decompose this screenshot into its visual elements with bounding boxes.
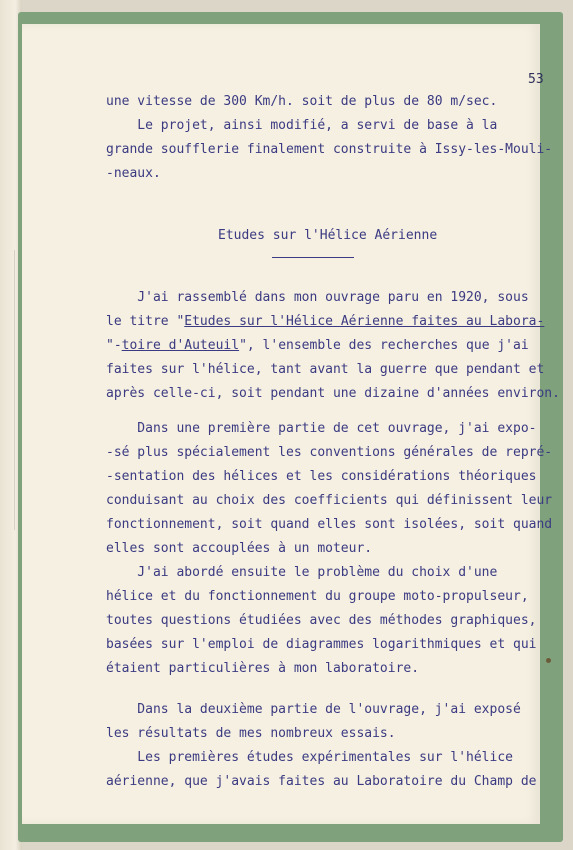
text-line: -sentation des hélices et les considérations théoriques (106, 469, 537, 484)
heading-underline (272, 257, 354, 258)
text-line: J'ai rassemblé dans mon ouvrage paru en 1920, sous (106, 290, 529, 305)
auteuil-suffix: ", l'ensemble des recherches que j'ai (239, 338, 529, 353)
text-line: Les premières études expérimentales sur l'hélice (106, 750, 513, 765)
text-line: hélice et du fonctionnement du groupe moto-propulseur, (106, 589, 529, 604)
text-line: J'ai abordé ensuite le problème du choix d'une (106, 565, 498, 580)
margin-marks (0, 250, 15, 530)
text-line-auteuil (106, 339, 529, 352)
auteuil-prefix: "- (106, 338, 122, 353)
text-line: Le projet, ainsi modifié, a servi de base à la (106, 118, 498, 133)
text-line: grande soufflerie finalement construite à Issy-les-Mouli- (106, 142, 553, 157)
document-page (22, 24, 560, 824)
text-line: Dans une première partie de cet ouvrage, j'ai expo- (106, 421, 537, 436)
book-title-underlined: Etudes sur l'Hélice Aérienne faites au Labora- (184, 314, 545, 329)
text-line: après celle-ci, soit pendant une dizaine d'années environ. (106, 386, 560, 401)
text-line: toutes questions étudiées avec des méthodes graphiques, (106, 613, 537, 628)
text-line: basées sur l'emploi de diagrammes logarithmiques et qui (106, 637, 537, 652)
auteuil-underlined: toire d'Auteuil (121, 338, 240, 353)
text-line: faites sur l'hélice, tant avant la guerre que pendant et (106, 362, 545, 377)
text-line: elles sont accouplées à un moteur. (106, 541, 373, 556)
paper-spot (546, 658, 551, 663)
text-line: fonctionnement, soit quand elles sont isolées, soit quand (106, 517, 553, 532)
section-heading: Etudes sur l'Hélice Aérienne (218, 228, 438, 243)
page-number: 53 (528, 72, 544, 87)
text-line: conduisant au choix des coefficients qui définissent leur (106, 493, 553, 508)
text-line: les résultats de mes nombreux essais. (106, 726, 396, 741)
title-prefix: le titre " (106, 314, 185, 329)
text-line: -neaux. (106, 166, 161, 181)
text-line: Dans la deuxième partie de l'ouvrage, j'ai exposé (106, 702, 521, 717)
text-line: une vitesse de 300 Km/h. soit de plus de 80 m/sec. (106, 94, 498, 109)
text-line: étaient particulières à mon laboratoire. (106, 661, 420, 676)
text-line: -sé plus spécialement les conventions générales de repré- (106, 445, 553, 460)
text-line-title (106, 315, 544, 328)
text-line: aérienne, que j'avais faites au Laboratoire du Champ de (106, 774, 537, 789)
